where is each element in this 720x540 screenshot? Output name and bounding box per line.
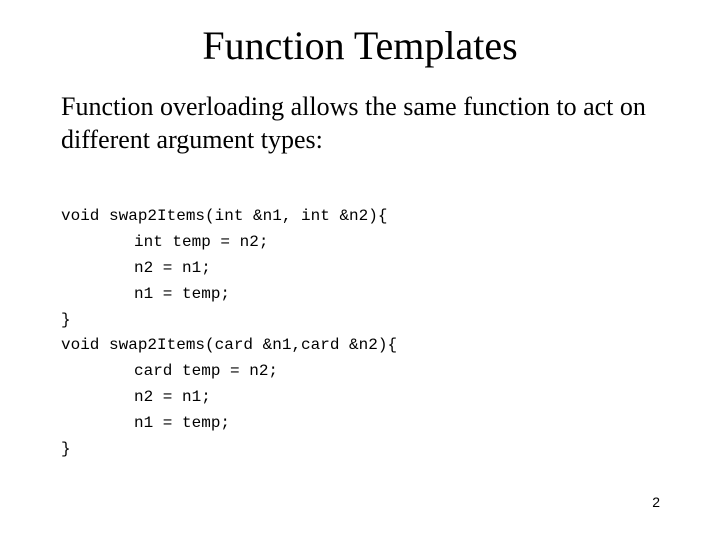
code-line: n1 = temp;	[134, 414, 231, 433]
code-line: n2 = n1;	[134, 388, 211, 407]
page-number: 2	[652, 494, 660, 510]
code-line: }	[61, 310, 71, 329]
code-line: n1 = temp;	[134, 284, 231, 303]
slide-title: Function Templates	[202, 23, 518, 68]
code-line: n2 = n1;	[134, 258, 211, 277]
code-line: void swap2Items(card &n1,card &n2){	[61, 336, 398, 355]
code-block	[61, 204, 397, 463]
code-line: card temp = n2;	[134, 362, 279, 381]
code-line: void swap2Items(int &n1, int &n2){	[61, 207, 388, 225]
code-line: int temp = n2;	[134, 232, 269, 251]
code-line: }	[61, 440, 71, 459]
slide-body-text: Function overloading allows the same function to act on different argument types:	[61, 92, 646, 154]
